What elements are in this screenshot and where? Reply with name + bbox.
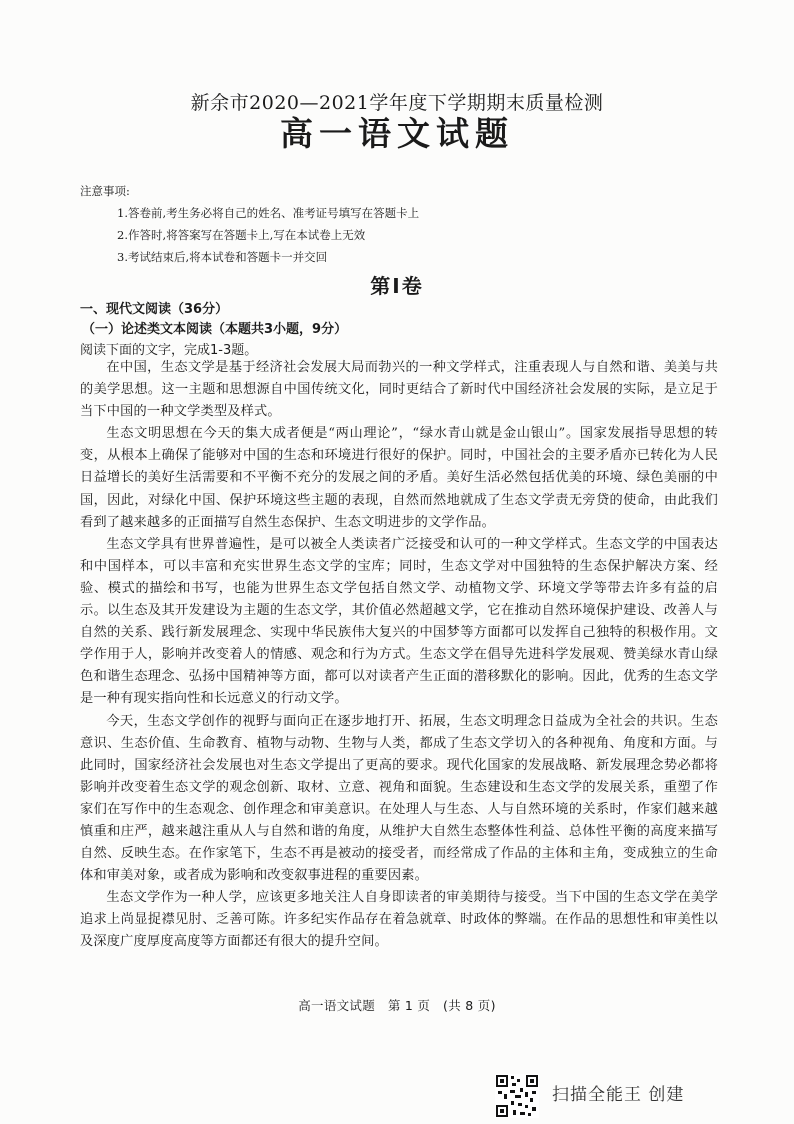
passage-paragraph: 生态文学具有世界普遍性，是可以被全人类读者广泛接受和认可的一种文学样式。生态文学的中国表达和中国样本，可以丰富和充实世界生态文学的宝库；同时，生态文学对中国独特的生态保护解决方案、经验、模式的描绘和书写，也能为世界生态文学包括自然文学、动植物文学、环境文学等带去许多有益的启示。以生态及其开发建设为主题的生态文学，其价值必然超越文学，它在推动自然环境保护建设、改善人与自然的关系、践行新发展理念、实现中华民族伟大复兴的中国梦等方面都可以发挥自己独特的积极作用。文学作用于人，影响并改变着人的情感、观念和行为方式。生态文学在倡导先进科学发展观、赞美绿水青山绿色和谐生态理念、弘扬中国精神等方面，都可以对读者产生正面的潜移默化的影响。因此，优秀的生态文学是一种有现实指向性和长远意义的行动文学。 — [80, 536, 718, 707]
notes-block — [80, 180, 419, 268]
notes-heading: 注意事项: — [80, 184, 130, 198]
notes-item: 1.答卷前,考生务必将自己的姓名、准考证号填写在答题卡上 — [117, 206, 420, 220]
notes-item: 3.考试结束后,将本试卷和答题卡一并交回 — [117, 250, 328, 264]
volume-label: 第Ⅰ卷 — [370, 274, 424, 298]
passage-paragraph: 生态文学作为一种人学，应该更多地关注人自身即读者的审美期待与接受。当下中国的生态文学在美学追求上尚显捉襟见肘、乏善可陈。许多纪实作品存在着急就章、时政体的弊端。在作品的思想性和审美性以及深度广度厚度高度等方面都还有很大的提升空间。 — [80, 890, 718, 950]
section-heading: 一、现代文阅读（36分） — [80, 302, 229, 317]
page-footer: 高一语文试题 第 1 页 (共 8 页) — [298, 998, 496, 1013]
notes-item: 2.作答时,将答案写在答题卡上,写在本试卷上无效 — [117, 228, 366, 242]
passage — [80, 357, 718, 954]
passage-paragraph: 在中国，生态文学是基于经济社会发展大局而勃兴的一种文学样式，注重表现人与自然和谐、美美与共的美学思想。这一主题和思想源自中国传统文化，同时更结合了新时代中国经济社会发展的实际，是立足于当下中国的一种文学类型及样式。 — [80, 360, 718, 420]
qr-code-icon — [495, 1074, 539, 1118]
scanner-watermark: 扫描全能王 创建 — [552, 1085, 685, 1105]
exam-title: 高一语文试题 — [280, 114, 514, 153]
passage-paragraph: 今天，生态文学创作的视野与面向正在逐步地打开、拓展，生态文明理念日益成为全社会的共识。生态意识、生态价值、生命教育、植物与动物、生物与人类，都成了生态文学切入的各种视角、角度和方面。与此同时，国家经济社会发展也对生态文学提出了更高的要求。现代化国家的发展战略、新发展理念势必都将影响并改变着生态文学的观念创新、取材、立意、视角和面貌。生态建设和生态文学的发展关系，重塑了作家们在写作中的生态观念、创作理念和审美意识。在处理人与生态、人与自然环境的关系时，作家们越来越慎重和庄严，越来越注重从人与自然和谐的角度，从维护大自然生态整体性利益、总体性平衡的高度来描写自然、反映生态。在作家笔下，生态不再是被动的接受者，而经常成了作品的主体和主角，变成独立的生命体和审美对象，或者成为影响和改变叙事进程的重要因素。 — [80, 713, 718, 884]
passage-paragraph: 生态文明思想在今天的集大成者便是“两山理论”，“绿水青山就是金山银山”。国家发展指导思想的转变，从根本上确保了能够对中国的生态和环境进行很好的保护。同时，中国社会的主要矛盾亦已转化为人民日益增长的美好生活需要和不平衡不充分的发展之间的矛盾。美好生活必然包括优美的环境、绿色美丽的中国，因此，对绿化中国、保护环境这些主题的表现，自然而然地就成了生态文学责无旁贷的使命，由此我们看到了越来越多的正面描写自然生态保护、生态文明进步的文学作品。 — [80, 426, 718, 530]
exam-subtitle: 新余市2020—2021学年度下学期期末质量检测 — [190, 92, 604, 114]
section-instruction: 阅读下面的文字，完成1-3题。 — [80, 343, 258, 358]
section-subheading: （一）论述类文本阅读（本题共3小题，9分） — [82, 322, 348, 337]
